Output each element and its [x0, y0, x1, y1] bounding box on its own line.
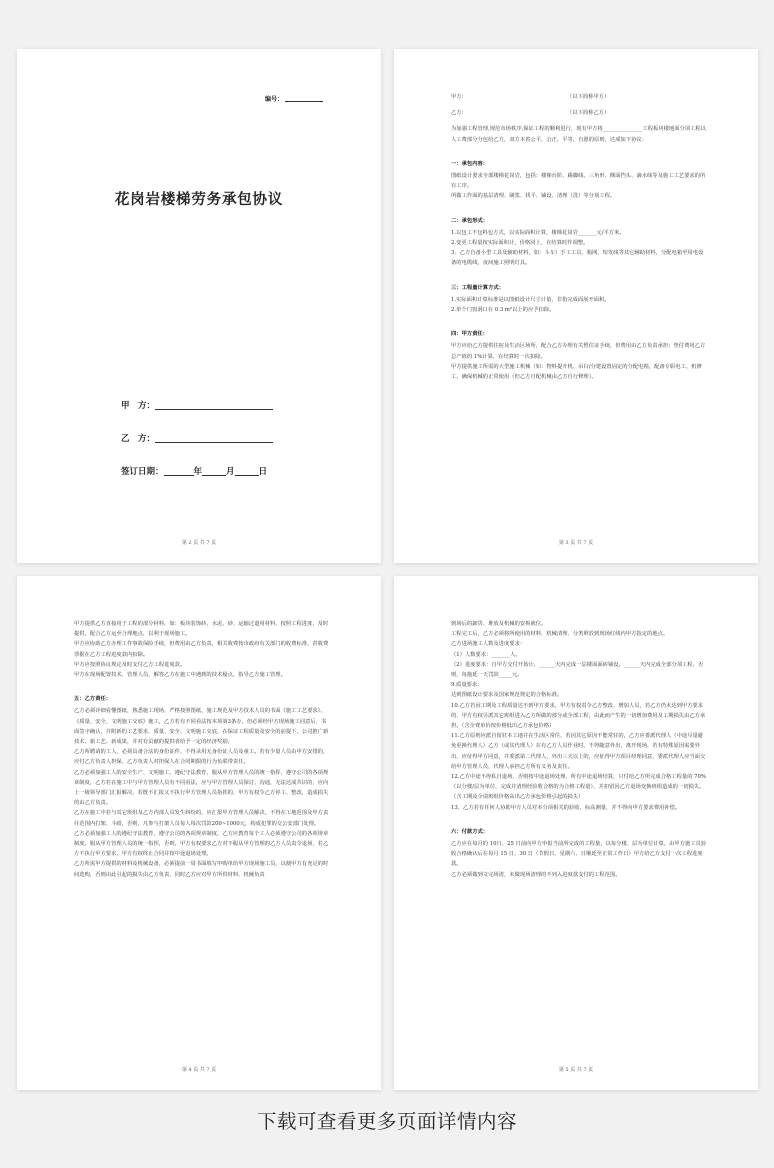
party-a-label: 甲 方：	[121, 401, 156, 411]
paragraph: 乙方进场施工人数及进度要求：	[451, 641, 526, 648]
paragraph: 达到图纸设计要求及国家规范规定的合格标准。	[451, 692, 563, 699]
spacer	[451, 269, 708, 275]
party-a-row	[451, 92, 708, 102]
page-content	[74, 619, 331, 880]
paragraph: 10.乙方若因工期及工程质量达不到甲方要求，甲方有权责令乙方整改、增加人员，若乙方仍未达到甲方要求的，甲方有权另派其它班组进入乙方所做的部分或全部工程，由此而产生的一切增加费用及工期损失由乙方承担。（含全费单价按价格低出乙方承包价格）	[451, 702, 706, 730]
spacer	[451, 813, 708, 819]
document-page-4	[17, 576, 381, 1090]
contract-number-blank	[285, 101, 323, 102]
page-body	[74, 619, 331, 880]
paragraph: 甲方提供施工所需的大型施工机械（如：物料提升机、吊臼/分建设置固定的分配电箱，配备专职电工、机修工，确保机械的正常使用（但乙方自配机械由乙方自行修理）。	[451, 363, 702, 381]
day-label: 日	[258, 467, 268, 477]
paragraph: 9.质量要求：	[451, 682, 483, 689]
section-heading: 六：付款方式：	[451, 828, 489, 835]
page-body	[451, 619, 708, 880]
contract-number-label: 编号：	[265, 96, 284, 103]
paragraph: 11.乙方原则应派自留驻本工地并在生活区常住，若因其它原因不能常驻的，乙方应委派代理人（中途尽量避免更换代理人）乙方（或其代理人）在有乙方人员作业时，不得随意外出，离开现场，若有特殊原因需要外出，应征得甲方同意，并委派第二代理人，外出三天以上的，应征得甲方项目经理同意，委派代理人应当面交给甲方管理人员，代理人承担乙方所有义务及责任。	[451, 733, 706, 770]
paragraph: 甲方在现场配置技术、管理人员，解答乙方在施工中遇到的技术疑点，指导乙方施工管理。	[74, 672, 286, 679]
paragraph: 乙方必须加强工人的安全生产、文明施工，遵纪守法教育，服从甲方管理人员的统一指挥，遵守公司的各项规章制度，乙方若在施工中与甲方管理人员有不同看法，应与甲方管理人员探讨、沟通，无法达成共识的，应向上一级领导部门汇报解决，若既不汇报又不执行甲方管理人员指挥的，甲方有权令乙方停工、整改，造成损失的由乙方负责。	[74, 769, 329, 807]
contract-number	[265, 94, 323, 103]
section-heading: 四：甲方责任：	[451, 331, 489, 338]
sign-date-field	[121, 465, 267, 477]
section-heading: 二：承包形式：	[451, 217, 489, 224]
sign-date-label: 签订日期：	[121, 467, 164, 477]
paragraph: 工程完工后，乙方必须将所使用的材料、机械清理、分类堆放到现场红线内甲方指定的地点。	[451, 631, 669, 638]
paragraph: 1.以包工不包料包方式，以实际面积计算，楼梯花岗岩_______元/平方米。	[451, 229, 625, 236]
page-body	[451, 92, 708, 382]
month-label: 月	[226, 467, 235, 477]
spacer	[451, 315, 708, 321]
party-b-note: （以下简称乙方）	[567, 110, 610, 117]
paragraph: 甲方应协助乙方办理工作事故保险手续，但费用由乙方负责，相关收费按市政府有关部门的收费标准，甚收费票据在乙方工程进度款内扣除。	[74, 641, 329, 658]
paragraph: 12.乙方中途不得私自退场，否则按中途退场处理，所有中途退场结算，只付给乙方所完成合格工程量的 70%（以分楼/层为单位，完成并清理经验收合格的为合格工程量），并扣留因乙方退场变换班组造成的一切损失。（含工期及全请班组价格高出乙方承包价格引起的损失）	[451, 774, 706, 801]
paragraph: 2.变更工程量按实际面积计，价格同上，在结算时作调整。	[451, 240, 589, 247]
paragraph: 乙方必须详细看懂图纸，熟悉施工现场，严格按照图纸、施工规范及甲方技术人员的书面《施工工艺要求》、《质量、安全、文明施工交底》施工，乙方若有不同看法按本项第3条办，但必须经甲方现场施工同意后，书面签字确认，并附新的工艺要求、质量、安全、文明施工交底，在保证工程质量及安全的前提下，公司推广新技术、新工艺、新成果，并对有贡献的提供者给予一定的经济奖励。	[74, 708, 329, 746]
spacer	[451, 202, 708, 208]
day-blank	[235, 475, 259, 476]
party-b-label: 乙 方：	[121, 434, 156, 444]
paragraph: 乙方应在每月的 10日、25 日前向甲方申报当前所完成的工程量，以每分楼、层为单位计算，由甲方施工员验收合格确认后在每月 15 日、30 日（节假日、星期六、日顺延至正常工作日）甲方给乙方支付一次工程进度款。	[451, 841, 707, 868]
party-a-blank	[155, 409, 273, 410]
paragraph: （1）人数要求：_______人。	[451, 651, 521, 658]
party-b-blank	[155, 442, 273, 443]
paragraph: 图纸设计要求全部楼梯花岗岩，包括：楼梯台阶、踢脚线、三角形、侧面挡头、滴水线等及施工工艺要求的所有工序。	[451, 173, 706, 190]
section-heading: 三：工程量计算方式：	[451, 284, 504, 291]
paragraph: 到场后的卸货、堆放及机械的安拆就位。	[451, 621, 547, 627]
year-blank	[164, 475, 194, 476]
download-caption: 下载可查看更多页面详情内容	[256, 1110, 517, 1133]
document-title: 花岗岩楼梯劳务承包协议	[114, 192, 284, 208]
party-b-label: 乙方:	[451, 110, 464, 117]
party-a-label: 甲方:	[451, 94, 464, 100]
page-number: 第 2 页 共 7 页	[181, 540, 217, 546]
paragraph: 乙方所聘请的工人，必须具备合法的身份证件，不得录用无身份证人员及童工。若有少量人员由甲方安排的，应付乙方负责人担保，乙方负责人对担保人在合同期限的行为负联带责任。	[74, 749, 329, 766]
paragraph: 甲方应按照协议规定及时支付乙方工程进度款。	[74, 661, 186, 668]
paragraph: 乙方必须加强工人的遵纪守法教育，遵守公司的各项规章制度，乙方应教育每个工人必须遵守公司的各项规章制度，服从甲方管理人员的统一指挥，否则，甲方有权要求乙方对不服从甲方管理的乙方人员责令退场，若乙方不执行甲方要求，甲方有权终止合同并按中途退场处理。	[74, 830, 329, 858]
spacer	[451, 145, 708, 151]
document-page-5	[394, 576, 758, 1090]
page-content	[451, 124, 708, 382]
party-a-field	[121, 399, 273, 411]
page-number: 第 4 页 共 7 页	[181, 1067, 217, 1073]
paragraph: 13、乙方若有任何人协助甲方人员对本分项相关的验收、标高测量，并不得向甲方要求费用补偿。	[451, 804, 681, 811]
section-heading: 五：乙方责任：	[74, 696, 112, 703]
paragraph: 甲方应给乙方提供住宿及生活区场所，配合乙方办理有关暂住证手续，但费用由乙方负责承担；垫付费用乙方总产值的 1%计算，在结算时一次扣除。	[451, 343, 706, 360]
document-page-cover	[17, 49, 381, 563]
paragraph: 2.单个门窗洞口在 0.3 m²以上的应予扣除。	[451, 307, 555, 314]
paragraph: 乙方必须做到文完场清，未做现场清理的不列入进度款支付的工程范围。	[451, 871, 621, 878]
page-number: 第 3 页 共 7 页	[558, 540, 594, 546]
document-page-3	[394, 49, 758, 563]
paragraph: 乙方在施工中若与其它班组及乙方内部人员发生纠纷的，应汇报甲方管理人员解决，不得在工地范围及甲方责任范围内打架、斗殴，否则，凡参与打架人员每人每次罚款200~1000元，构成犯罪的交公安部门处理。	[74, 810, 329, 827]
paragraph: 所做工作面的基层清理、刷浆、找平、铺设、清理（洗）等分项工程。	[451, 193, 616, 200]
month-blank	[202, 475, 226, 476]
paragraph: 乙方所需甲方提供的材料及机械设备，必须提前一周书面填写申购单给甲方现场施工员，以便甲方有充足的时间选购，否则由此引起的损失由乙方负责，同时乙方应对甲方所供材料、机械负责	[74, 861, 329, 878]
page-number: 第 5 页 共 7 页	[558, 1067, 594, 1073]
spacer	[74, 680, 331, 686]
paragraph: 3、乙方自备小型工具及辅助材料，如：斗车）手工工具，箱网，短发线等其它辅助材料，分配电箱至用电设备的电缆线，夜间施工照明灯具。	[451, 250, 704, 267]
paragraph: 甲方提供乙方直接用于工程的部分材料，如：板块装饰砖、水泥、砂、运输过道用材料、按照工程进度，及时提供，配合乙方运至合理地点，以利于现场施工。	[74, 621, 329, 638]
year-label: 年	[193, 467, 203, 477]
paragraph: （2）进度要求：自甲方交付开始计，______天内完成一层楼面面砖铺设，______天内完成全部分项工程，否则，每拖延一天罚款_____元。	[451, 661, 704, 679]
section-heading: 一：承包内容：	[451, 160, 489, 167]
paragraph: 为加强工程管理,规范市场秩序,保证工程的顺利进行，现有甲方将_______________工程板块楼地面分项工程以人工费部分分包给乙方，双方本着公平，公正，平等，自愿的原则，达成如下协议：	[451, 126, 706, 143]
paragraph: 1.实际面积计算标准是以图纸设计尺寸计量，非指完成面展开面积。	[451, 296, 610, 303]
party-b-field	[121, 432, 273, 444]
party-a-note: （以下简称甲方）	[567, 94, 610, 100]
page-content	[451, 619, 708, 880]
party-b-row	[451, 108, 708, 118]
